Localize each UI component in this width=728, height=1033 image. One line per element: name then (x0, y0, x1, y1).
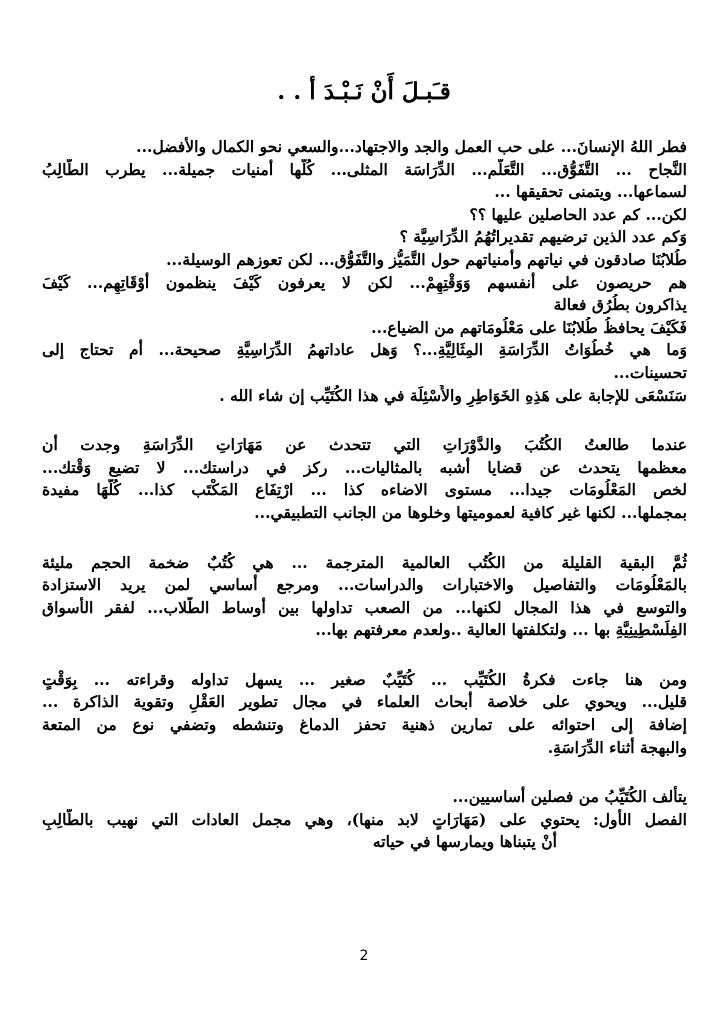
page-number: 2 (359, 948, 369, 964)
text-line: لكن... كم عدد الحاصلين عليها ؟؟ (469, 204, 687, 224)
text-line: والبهجة أثناء الدِّرَاسَةِ. (547, 737, 687, 757)
text-line: لسماعها... ويتمنى تحقيقها ... (494, 182, 687, 202)
text-line: طُلابُنَا صادقون في نياتهم وأمنياتهم حول التَّمَيُّز والتَّفَوُّق... لكن تعوزهم الوسيلة... (166, 249, 687, 269)
text-line: فطر اللهُ الإنسانَ... على حب العمل والجد والاجتهاد...والسعي نحو الكمال والأفضل... (136, 137, 687, 156)
paragraph-gap (42, 407, 687, 434)
text-line: تحسينات... (613, 362, 687, 382)
page-title: قـَبـلَ أَنْ نَـبْـدَ أ . . (277, 78, 451, 105)
text-line: معظمها يتحدث عن قضايا أشبه بالمثاليات... ركز في دراستك... لا تضيع وَقْتك... (42, 457, 687, 477)
paragraph-gap (42, 525, 687, 552)
text-line: أَنْ يتبناها ويمارسها في حياته (372, 832, 557, 852)
paragraph-gap (42, 759, 687, 786)
text-line: بمجملها... لكنها غير كافية لعموميتها وخلوها من الجانب التطبيقي... (254, 502, 687, 522)
text-line: وَكم عدد الذين ترضيهم تقديراتُهُمُ الدِّرَاسِيَّة ؟ (399, 227, 687, 247)
text-line: ومن هنا جاءت فكرةُ الكُتَيِّب ... كُتَيِّبٌ صغير ... يسهل تداوله وقراءته ... بِوَقْتٍ (42, 669, 687, 689)
paragraph-chapters (42, 786, 687, 854)
text-line: الفصل الأول: يحتوي على (مَهَارَاتٍ لابد منها)، وهي مجمل العادات التي نهيب بالطَّالِبِ (42, 809, 687, 829)
text-line: بالمَعْلُومَات والتفاصيل والاختبارات والدراسات... ومرجع أساسي لمن يريد الاستزادة (42, 575, 687, 595)
text-line: سَنَسْعَى للإجابة على هَذِهِ الخَوَاطِرِ والأَسْئِلَة في هذا الكُتَيِّب إن شاء الله . (219, 385, 687, 405)
text-line: ثُمَّ البقية القليلة من الكُتُب العالمية المترجمة ... هي كُتُبٌ ضخمة الحجم مليئة (42, 552, 687, 572)
text-line: عندما طالعتُ الكُتُبَ والدَّوْرَاتِ التي تتحدث عن مَهَارَاتِ الدِّرَاسَةِ وجدت أن (42, 435, 687, 455)
paragraph-books (42, 434, 687, 524)
paragraph-booklet-idea (42, 669, 687, 759)
text-line: النَّجاح ... التَّفَوُّق... التَّعَلُّم... الدِّرَاسَة المثلى... كُلُّها أمنيات جميلة... يطرب الطَّالِبُ (42, 159, 687, 179)
text-line: فَكَيْفَ يحافظُ طُلابُنَا على مَعْلُومَاتهم من الضياع... (371, 317, 687, 337)
text-line: لخص المَعْلُومَات جيدا... مستوى الاضاءه كذا ... ارْتِفَاع المَكْتَب كذا... كُلُّهَا مفيدة (42, 480, 687, 500)
text-line: هم حريصون على أنفسهم وَوَقْتِهِمْ... لكن لا يعرفون كَيْفَ ينظمون أَوْقَاتِهِم... كَيْفَ (42, 272, 687, 292)
text-line: وَما هي خُطُوَاتُ الدِّرَاسَةِ المِثَالِيَّةِ...؟ وَهل عاداتهمُ الدِّرَاسِيَّةِ صحيحة... أم تحتاج إلى (42, 340, 687, 360)
text-line: يتألف الكُتَيِّبُ من فصلين أساسيين... (452, 787, 687, 807)
document-body (42, 136, 687, 854)
text-line: قليل... ويحوي على خلاصة أبحاث العلماء في مجال تطوير العَقْلِ وتقوية الذاكرة ... (42, 692, 687, 712)
paragraph-translated-books (42, 552, 687, 642)
paragraph-intro (42, 136, 687, 407)
text-line: الفِلَسْطِينِيَّةِ بها ... ولتكلفتها العالية ..ولعدم معرفتهم بها... (315, 620, 687, 640)
paragraph-gap (42, 642, 687, 669)
text-line: يذاكرون بطُرُق فعالة (553, 295, 687, 315)
text-line: والتوسع في هذا المجال لكنها... من الصعب تداولها بين أوساط الطُّلاب... لفقر الأسواق (42, 597, 687, 617)
text-line: إضافة إلى احتوائه على تمارين ذهنية تحفز الدماغ وتنشطه وتضفي نوع من المتعة (42, 715, 687, 735)
